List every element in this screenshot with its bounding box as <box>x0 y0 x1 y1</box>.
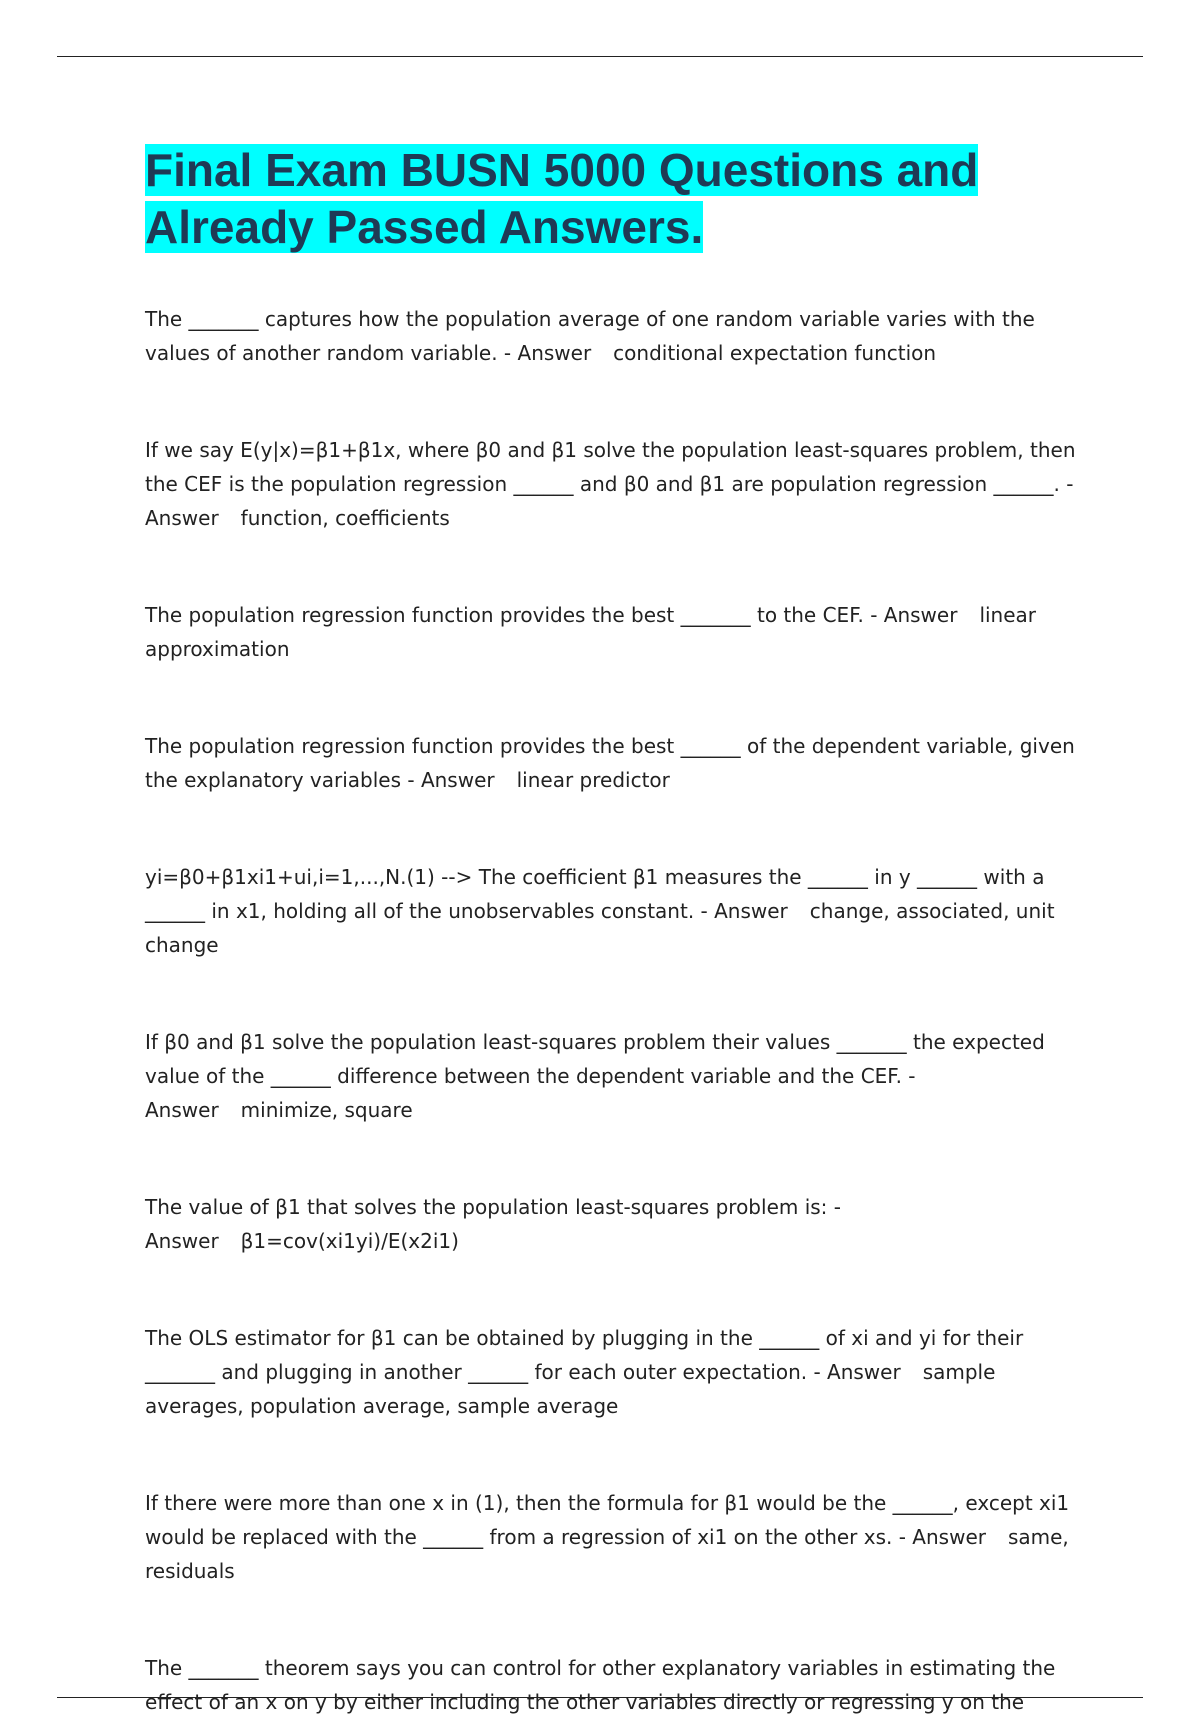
answer-text: function, coefficients <box>240 506 450 530</box>
question-text: The population regression function provides the best ______ of the dependent variable, given the explanatory variables - Answer <box>145 734 1075 792</box>
question-text: The OLS estimator for β1 can be obtained by plugging in the ______ of xi and yi for their _______ and plugging in another ______ for each outer expectation. - Answer <box>145 1326 1024 1384</box>
question-text: The value of β1 that solves the population least-squares problem is: - Answer <box>145 1195 841 1253</box>
question-text: yi=β0+β1xi1+ui,i=1,...,N.(1) --> The coefficient β1 measures the ______ in y ______ with a ______ in x1, holding all of the unobservables constant. - Answer <box>145 865 1045 923</box>
answer-text: conditional expectation function <box>613 341 937 365</box>
answer-text: β1=cov(xi1yi)/E(x2i1) <box>240 1229 459 1253</box>
question-text: If there were more than one x in (1), then the formula for β1 would be the ______, except xi1 would be replaced with the ______ from a regression of xi1 on the other xs. - Answer <box>145 1491 1070 1549</box>
qa-entry <box>145 860 1095 962</box>
qa-entry <box>145 1321 1095 1423</box>
answer-text: change, associated, unit change <box>145 899 1055 957</box>
answer-text: sample averages, population average, sample average <box>145 1360 996 1418</box>
qa-entry <box>145 1651 1095 1719</box>
question-text: The population regression function provides the best _______ to the CEF. - Answer <box>145 603 958 627</box>
qa-entry <box>145 302 1095 370</box>
qa-entry <box>145 1486 1095 1588</box>
answer-text: linear predictor <box>516 768 670 792</box>
question-text: The _______ captures how the population average of one random variable varies with the values of another random variable. - Answer <box>145 307 1035 365</box>
question-text: The _______ theorem says you can control for other explanatory variables in estimating the effect of an x on y by either including the other variables directly or regressing y on the <box>145 1656 1056 1714</box>
document-body <box>145 142 1095 1719</box>
answer-text: same, residuals <box>145 1525 1069 1583</box>
document-title <box>145 142 1095 256</box>
qa-entry <box>145 1190 1095 1258</box>
answer-text: minimize, square <box>240 1098 413 1122</box>
qa-entry <box>145 433 1095 535</box>
qa-entry <box>145 598 1095 666</box>
title-highlight: Final Exam BUSN 5000 Questions and Already Passed Answers. <box>145 144 979 253</box>
question-text: If we say E(y|x)=β1+β1x, where β0 and β1 solve the population least-squares problem, then the CEF is the population regression ______ and β0 and β1 are population regression ______. - Answer <box>145 438 1076 530</box>
question-text: If β0 and β1 solve the population least-squares problem their values _______ the expected value of the ______ difference between the dependent variable and the CEF. - Answer <box>145 1030 1045 1122</box>
qa-entry <box>145 729 1095 797</box>
footer-rule <box>57 1697 1143 1698</box>
header-rule <box>57 56 1143 57</box>
qa-entry <box>145 1025 1095 1127</box>
answer-text: linear approximation <box>145 603 1037 661</box>
